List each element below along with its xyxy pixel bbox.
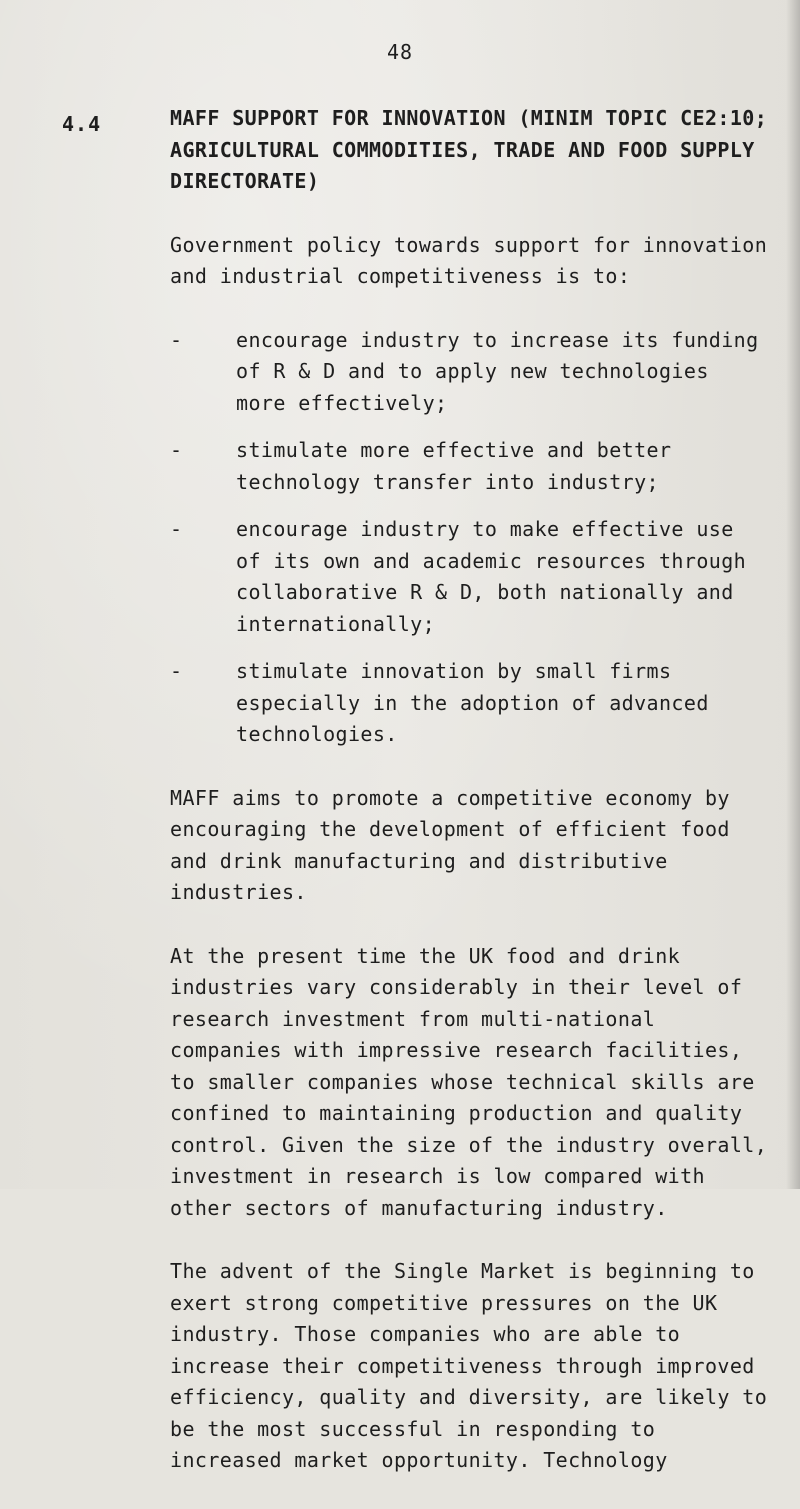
- intro-paragraph: Government policy towards support for innovation and industrial competitiveness is to:: [170, 232, 768, 288]
- section-number: 4.4: [62, 112, 102, 136]
- list-dash: -: [170, 517, 183, 541]
- research-investment-paragraph: At the present time the UK food and drink industries vary considerably in their level of research investment from multi-national companies with impressive research facilities, to smaller companies whose technical skills are confined to maintaining production and quality control. Given the size of the industry overall, investment in research is low compared with other sectors of manufacturing industry.: [170, 943, 768, 1220]
- list-item-text: encourage industry to make effective use of its own and academic resources through collaborative R & D, both nationally and internationally;: [236, 517, 747, 636]
- list-item-text: stimulate more effective and better technology transfer into industry;: [236, 438, 672, 494]
- list-item-text: encourage industry to increase its funding of R & D and to apply new technologies more effectively;: [236, 327, 759, 415]
- maff-aims-paragraph: MAFF aims to promote a competitive economy by encouraging the development of efficient food and drink manufacturing and distributive industries.: [170, 785, 730, 904]
- section-heading: MAFF SUPPORT FOR INNOVATION (MINIM TOPIC CE2:10; AGRICULTURAL COMMODITIES, TRADE AND FOOD SUPPLY DIRECTORATE): [170, 106, 768, 193]
- list-item: [170, 435, 770, 498]
- list-dash: -: [170, 438, 183, 462]
- single-market-paragraph: The advent of the Single Market is beginning to exert strong competitive pressures on the UK industry. Those companies who are able to increase their competitiveness through improved efficiency, quality and diversity, are likely to be the most successful in responding to increased market opportunity. Technology: [170, 1259, 768, 1472]
- list-item: [170, 656, 770, 751]
- document-body: [170, 103, 770, 1509]
- list-item: [170, 514, 770, 640]
- page-number: 48: [386, 40, 414, 64]
- list-item-text: stimulate innovation by small firms especially in the adoption of advanced technologies.: [236, 659, 709, 746]
- policy-list: [170, 325, 770, 751]
- page-edge-shadow: [786, 0, 800, 1189]
- list-dash: -: [170, 327, 183, 352]
- list-dash: -: [170, 659, 183, 683]
- list-item: [170, 325, 770, 420]
